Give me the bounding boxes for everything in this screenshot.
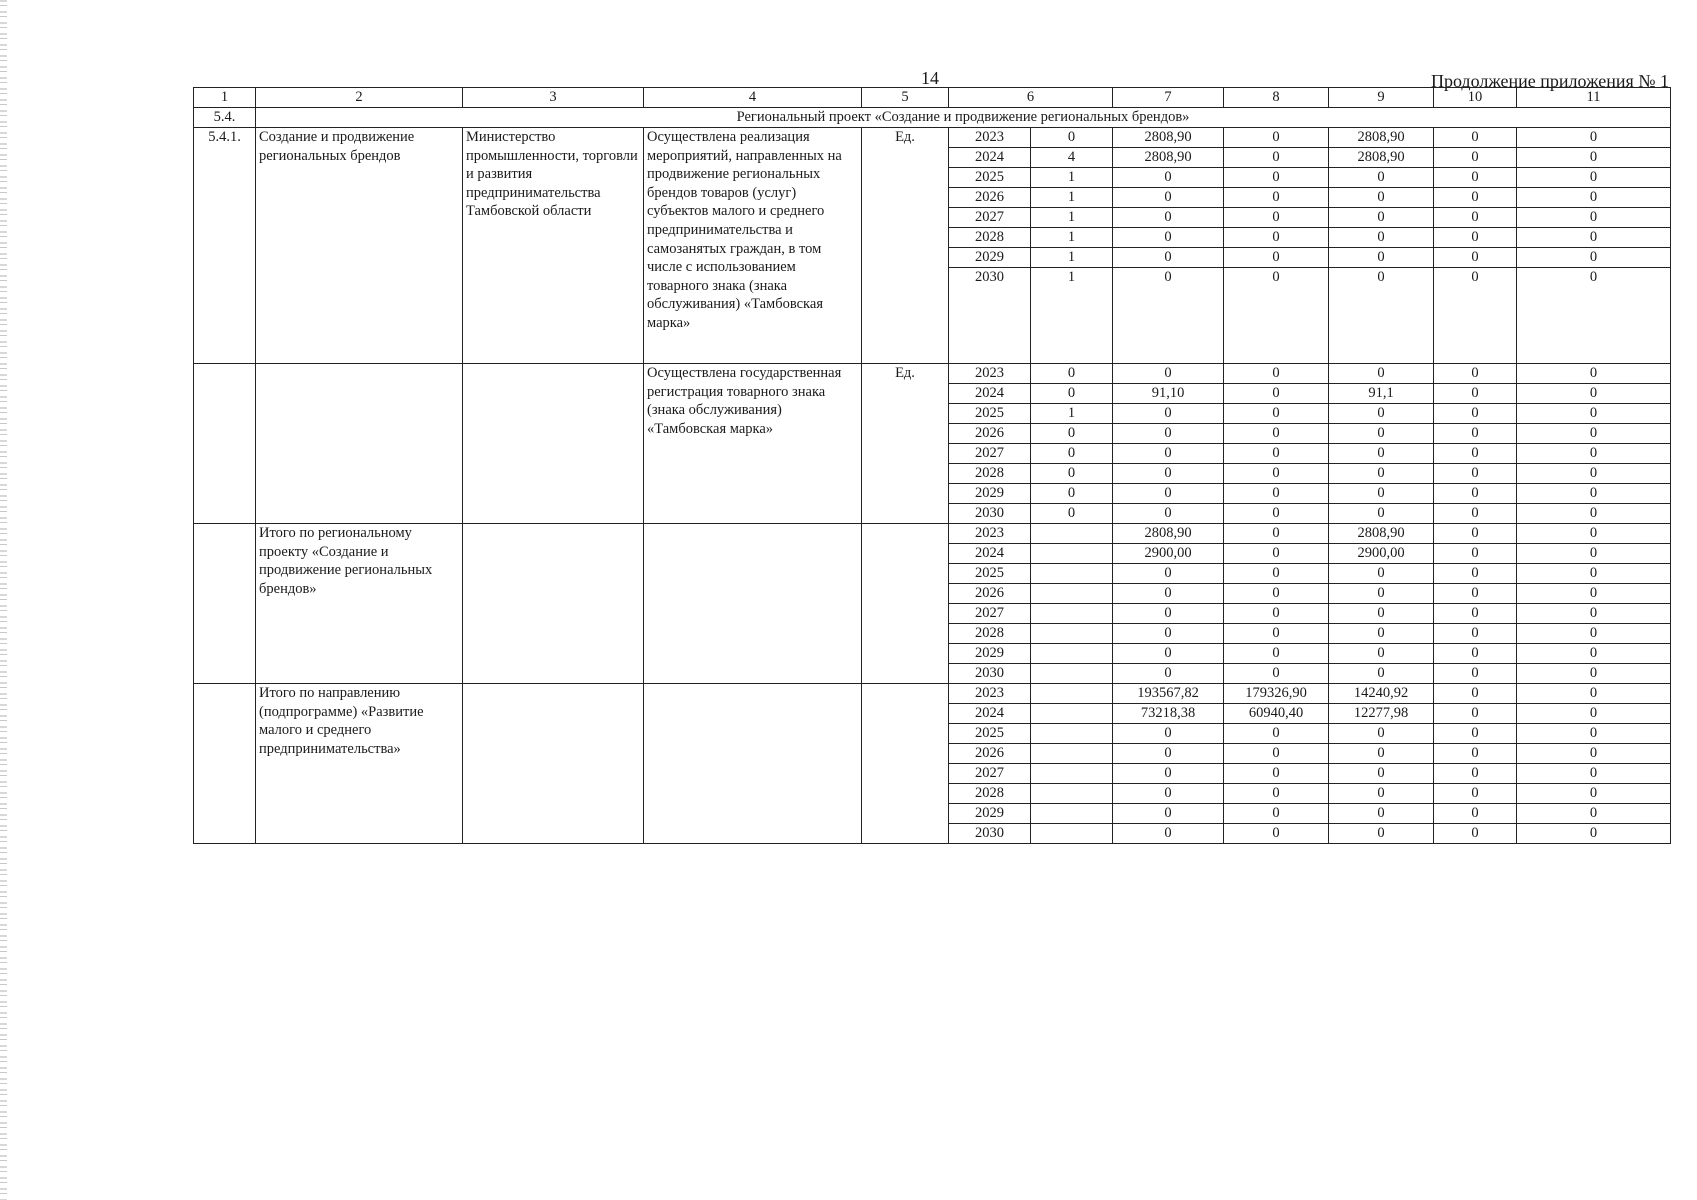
municipal-funding: 0 (1434, 444, 1517, 464)
total-funding: 0 (1113, 424, 1224, 444)
municipal-funding: 0 (1434, 484, 1517, 504)
year-cell: 2027 (949, 444, 1031, 464)
extra-funding: 0 (1517, 208, 1671, 228)
scan-edge-artifact (0, 0, 7, 1200)
indicator-value: 1 (1031, 188, 1113, 208)
extra-funding: 0 (1517, 684, 1671, 704)
indicator-value (1031, 624, 1113, 644)
column-number: 11 (1517, 88, 1671, 108)
total-funding: 2808,90 (1113, 524, 1224, 544)
federal-funding: 0 (1224, 504, 1329, 524)
indicator-value: 0 (1031, 128, 1113, 148)
indicator-value: 0 (1031, 504, 1113, 524)
extra-funding: 0 (1517, 148, 1671, 168)
regional-funding: 0 (1329, 744, 1434, 764)
section-executor (463, 524, 644, 684)
section-name: Итого по направлению (подпрограмме) «Развитие малого и среднего предпринимательства» (256, 684, 463, 844)
total-funding: 0 (1113, 764, 1224, 784)
extra-funding: 0 (1517, 504, 1671, 524)
total-funding: 0 (1113, 228, 1224, 248)
year-cell: 2023 (949, 128, 1031, 148)
indicator-value: 0 (1031, 444, 1113, 464)
extra-funding: 0 (1517, 724, 1671, 744)
total-funding: 0 (1113, 248, 1224, 268)
extra-funding: 0 (1517, 704, 1671, 724)
extra-funding: 0 (1517, 188, 1671, 208)
year-cell: 2027 (949, 764, 1031, 784)
total-funding: 0 (1113, 584, 1224, 604)
indicator-value: 1 (1031, 168, 1113, 188)
federal-funding: 0 (1224, 424, 1329, 444)
total-funding: 0 (1113, 664, 1224, 684)
indicator-value (1031, 784, 1113, 804)
federal-funding: 0 (1224, 248, 1329, 268)
total-funding: 0 (1113, 168, 1224, 188)
municipal-funding: 0 (1434, 604, 1517, 624)
municipal-funding: 0 (1434, 248, 1517, 268)
federal-funding: 0 (1224, 268, 1329, 364)
total-funding: 2808,90 (1113, 148, 1224, 168)
extra-funding: 0 (1517, 444, 1671, 464)
year-cell: 2029 (949, 248, 1031, 268)
extra-funding: 0 (1517, 744, 1671, 764)
municipal-funding: 0 (1434, 704, 1517, 724)
municipal-funding: 0 (1434, 624, 1517, 644)
municipal-funding: 0 (1434, 364, 1517, 384)
federal-funding: 0 (1224, 624, 1329, 644)
extra-funding: 0 (1517, 128, 1671, 148)
column-number: 2 (256, 88, 463, 108)
municipal-funding: 0 (1434, 644, 1517, 664)
federal-funding: 0 (1224, 128, 1329, 148)
indicator-value (1031, 704, 1113, 724)
regional-funding: 0 (1329, 824, 1434, 844)
federal-funding: 0 (1224, 188, 1329, 208)
extra-funding: 0 (1517, 544, 1671, 564)
regional-funding: 0 (1329, 444, 1434, 464)
federal-funding: 0 (1224, 444, 1329, 464)
year-cell: 2027 (949, 604, 1031, 624)
extra-funding: 0 (1517, 804, 1671, 824)
federal-funding: 0 (1224, 484, 1329, 504)
extra-funding: 0 (1517, 824, 1671, 844)
total-funding: 2900,00 (1113, 544, 1224, 564)
federal-funding: 0 (1224, 384, 1329, 404)
total-funding: 0 (1113, 564, 1224, 584)
extra-funding: 0 (1517, 268, 1671, 364)
column-number: 3 (463, 88, 644, 108)
section-unit (862, 524, 949, 684)
year-cell: 2026 (949, 744, 1031, 764)
municipal-funding: 0 (1434, 664, 1517, 684)
total-funding: 0 (1113, 784, 1224, 804)
total-funding: 0 (1113, 724, 1224, 744)
column-number: 8 (1224, 88, 1329, 108)
municipal-funding: 0 (1434, 804, 1517, 824)
extra-funding: 0 (1517, 384, 1671, 404)
municipal-funding: 0 (1434, 824, 1517, 844)
project-row (194, 108, 1671, 128)
year-cell: 2026 (949, 584, 1031, 604)
federal-funding: 0 (1224, 724, 1329, 744)
year-cell: 2024 (949, 704, 1031, 724)
year-cell: 2026 (949, 424, 1031, 444)
regional-funding: 2808,90 (1329, 128, 1434, 148)
municipal-funding: 0 (1434, 724, 1517, 744)
extra-funding: 0 (1517, 784, 1671, 804)
federal-funding: 0 (1224, 804, 1329, 824)
regional-funding: 0 (1329, 764, 1434, 784)
indicator-value (1031, 804, 1113, 824)
federal-funding: 0 (1224, 644, 1329, 664)
indicator-value (1031, 824, 1113, 844)
section-executor: Министерство промышленности, торговли и развития предпринимательства Тамбовской области (463, 128, 644, 364)
appendix-label: Продолжение приложения № 1 (1430, 71, 1669, 91)
regional-funding: 12277,98 (1329, 704, 1434, 724)
year-cell: 2023 (949, 524, 1031, 544)
extra-funding: 0 (1517, 364, 1671, 384)
extra-funding: 0 (1517, 228, 1671, 248)
section-result (644, 524, 862, 684)
regional-funding: 0 (1329, 644, 1434, 664)
total-funding: 2808,90 (1113, 128, 1224, 148)
regional-funding: 0 (1329, 228, 1434, 248)
federal-funding: 0 (1224, 584, 1329, 604)
extra-funding: 0 (1517, 404, 1671, 424)
municipal-funding: 0 (1434, 564, 1517, 584)
year-cell: 2026 (949, 188, 1031, 208)
total-funding: 0 (1113, 268, 1224, 364)
municipal-funding: 0 (1434, 464, 1517, 484)
regional-funding: 2900,00 (1329, 544, 1434, 564)
indicator-value: 1 (1031, 268, 1113, 364)
year-cell: 2025 (949, 564, 1031, 584)
year-cell: 2028 (949, 228, 1031, 248)
total-funding: 0 (1113, 624, 1224, 644)
total-funding: 91,10 (1113, 384, 1224, 404)
total-funding: 0 (1113, 744, 1224, 764)
total-funding: 0 (1113, 464, 1224, 484)
indicator-value: 1 (1031, 248, 1113, 268)
column-number: 7 (1113, 88, 1224, 108)
extra-funding: 0 (1517, 664, 1671, 684)
indicator-value (1031, 544, 1113, 564)
regional-funding: 0 (1329, 364, 1434, 384)
federal-funding: 0 (1224, 664, 1329, 684)
year-cell: 2027 (949, 208, 1031, 228)
federal-funding: 0 (1224, 784, 1329, 804)
column-number: 5 (862, 88, 949, 108)
section-result: Осуществлена реализация мероприятий, направленных на продвижение региональных брендов товаров (услуг) субъектов малого и среднего предпринимательства и самозанятых граждан, в том числе с использованием товарного знака (знака обслуживания) «Тамбовская марка» (644, 128, 862, 364)
indicator-value: 0 (1031, 424, 1113, 444)
municipal-funding: 0 (1434, 744, 1517, 764)
extra-funding: 0 (1517, 464, 1671, 484)
indicator-value (1031, 684, 1113, 704)
total-funding: 0 (1113, 444, 1224, 464)
column-number: 6 (949, 88, 1113, 108)
total-funding: 0 (1113, 404, 1224, 424)
regional-funding: 0 (1329, 268, 1434, 364)
indicator-value (1031, 724, 1113, 744)
section-name (256, 364, 463, 524)
municipal-funding: 0 (1434, 168, 1517, 188)
total-funding: 0 (1113, 644, 1224, 664)
year-cell: 2024 (949, 148, 1031, 168)
year-cell: 2024 (949, 384, 1031, 404)
year-cell: 2023 (949, 364, 1031, 384)
regional-funding: 0 (1329, 504, 1434, 524)
municipal-funding: 0 (1434, 504, 1517, 524)
municipal-funding: 0 (1434, 128, 1517, 148)
column-number: 10 (1434, 88, 1517, 108)
indicator-value (1031, 644, 1113, 664)
indicator-value: 0 (1031, 464, 1113, 484)
extra-funding: 0 (1517, 248, 1671, 268)
indicator-value (1031, 744, 1113, 764)
year-row (194, 524, 1671, 544)
regional-funding: 0 (1329, 248, 1434, 268)
extra-funding: 0 (1517, 484, 1671, 504)
municipal-funding: 0 (1434, 544, 1517, 564)
section-code: 5.4.1. (194, 128, 256, 364)
regional-funding: 2808,90 (1329, 148, 1434, 168)
column-number-row (194, 88, 1671, 108)
extra-funding: 0 (1517, 604, 1671, 624)
regional-funding: 0 (1329, 804, 1434, 824)
regional-funding: 0 (1329, 424, 1434, 444)
project-title: Региональный проект «Создание и продвижение региональных брендов» (256, 108, 1671, 128)
year-cell: 2023 (949, 684, 1031, 704)
extra-funding: 0 (1517, 524, 1671, 544)
regional-funding: 0 (1329, 724, 1434, 744)
section-executor (463, 364, 644, 524)
indicator-value: 0 (1031, 364, 1113, 384)
year-row (194, 684, 1671, 704)
total-funding: 193567,82 (1113, 684, 1224, 704)
indicator-value (1031, 564, 1113, 584)
extra-funding: 0 (1517, 168, 1671, 188)
budget-table (193, 87, 1671, 844)
page-number: 14 (921, 68, 939, 88)
year-row (194, 128, 1671, 148)
municipal-funding: 0 (1434, 404, 1517, 424)
total-funding: 0 (1113, 188, 1224, 208)
total-funding: 0 (1113, 824, 1224, 844)
municipal-funding: 0 (1434, 784, 1517, 804)
municipal-funding: 0 (1434, 384, 1517, 404)
indicator-value (1031, 604, 1113, 624)
total-funding: 73218,38 (1113, 704, 1224, 724)
regional-funding: 0 (1329, 208, 1434, 228)
section-executor (463, 684, 644, 844)
regional-funding: 14240,92 (1329, 684, 1434, 704)
indicator-value: 0 (1031, 484, 1113, 504)
project-code: 5.4. (194, 108, 256, 128)
federal-funding: 0 (1224, 208, 1329, 228)
federal-funding: 0 (1224, 764, 1329, 784)
section-name: Итого по региональному проекту «Создание и продвижение региональных брендов» (256, 524, 463, 684)
regional-funding: 0 (1329, 784, 1434, 804)
year-cell: 2029 (949, 804, 1031, 824)
extra-funding: 0 (1517, 644, 1671, 664)
year-cell: 2030 (949, 824, 1031, 844)
federal-funding: 0 (1224, 148, 1329, 168)
total-funding: 0 (1113, 484, 1224, 504)
section-unit (862, 684, 949, 844)
regional-funding: 0 (1329, 464, 1434, 484)
year-cell: 2024 (949, 544, 1031, 564)
federal-funding: 0 (1224, 168, 1329, 188)
municipal-funding: 0 (1434, 684, 1517, 704)
municipal-funding: 0 (1434, 268, 1517, 364)
indicator-value: 1 (1031, 404, 1113, 424)
total-funding: 0 (1113, 804, 1224, 824)
municipal-funding: 0 (1434, 764, 1517, 784)
year-cell: 2030 (949, 268, 1031, 364)
federal-funding: 0 (1224, 824, 1329, 844)
municipal-funding: 0 (1434, 148, 1517, 168)
indicator-value (1031, 584, 1113, 604)
indicator-value (1031, 764, 1113, 784)
federal-funding: 0 (1224, 404, 1329, 424)
year-cell: 2028 (949, 624, 1031, 644)
year-cell: 2028 (949, 464, 1031, 484)
federal-funding: 0 (1224, 524, 1329, 544)
column-number: 9 (1329, 88, 1434, 108)
regional-funding: 0 (1329, 664, 1434, 684)
federal-funding: 0 (1224, 544, 1329, 564)
municipal-funding: 0 (1434, 228, 1517, 248)
section-code (194, 524, 256, 684)
regional-funding: 0 (1329, 188, 1434, 208)
federal-funding: 0 (1224, 744, 1329, 764)
municipal-funding: 0 (1434, 524, 1517, 544)
indicator-value: 1 (1031, 228, 1113, 248)
year-cell: 2029 (949, 644, 1031, 664)
federal-funding: 60940,40 (1224, 704, 1329, 724)
federal-funding: 0 (1224, 564, 1329, 584)
year-cell: 2025 (949, 168, 1031, 188)
regional-funding: 0 (1329, 604, 1434, 624)
section-code (194, 364, 256, 524)
year-cell: 2029 (949, 484, 1031, 504)
section-unit: Ед. (862, 364, 949, 524)
regional-funding: 0 (1329, 624, 1434, 644)
federal-funding: 0 (1224, 364, 1329, 384)
regional-funding: 0 (1329, 404, 1434, 424)
extra-funding: 0 (1517, 584, 1671, 604)
regional-funding: 0 (1329, 168, 1434, 188)
extra-funding: 0 (1517, 764, 1671, 784)
section-unit: Ед. (862, 128, 949, 364)
section-result: Осуществлена государственная регистрация товарного знака (знака обслуживания) «Тамбовская марка» (644, 364, 862, 524)
total-funding: 0 (1113, 208, 1224, 228)
year-cell: 2025 (949, 404, 1031, 424)
year-cell: 2028 (949, 784, 1031, 804)
regional-funding: 2808,90 (1329, 524, 1434, 544)
indicator-value: 0 (1031, 384, 1113, 404)
year-cell: 2030 (949, 504, 1031, 524)
indicator-value (1031, 664, 1113, 684)
year-row (194, 364, 1671, 384)
municipal-funding: 0 (1434, 208, 1517, 228)
year-cell: 2030 (949, 664, 1031, 684)
federal-funding: 179326,90 (1224, 684, 1329, 704)
extra-funding: 0 (1517, 624, 1671, 644)
regional-funding: 0 (1329, 484, 1434, 504)
municipal-funding: 0 (1434, 424, 1517, 444)
extra-funding: 0 (1517, 564, 1671, 584)
section-name: Создание и продвижение региональных брендов (256, 128, 463, 364)
section-code (194, 684, 256, 844)
year-cell: 2025 (949, 724, 1031, 744)
column-number: 4 (644, 88, 862, 108)
total-funding: 0 (1113, 604, 1224, 624)
regional-funding: 0 (1329, 564, 1434, 584)
indicator-value (1031, 524, 1113, 544)
federal-funding: 0 (1224, 464, 1329, 484)
section-result (644, 684, 862, 844)
federal-funding: 0 (1224, 228, 1329, 248)
federal-funding: 0 (1224, 604, 1329, 624)
budget-table-body (194, 88, 1671, 844)
regional-funding: 91,1 (1329, 384, 1434, 404)
regional-funding: 0 (1329, 584, 1434, 604)
municipal-funding: 0 (1434, 584, 1517, 604)
total-funding: 0 (1113, 364, 1224, 384)
indicator-value: 1 (1031, 208, 1113, 228)
extra-funding: 0 (1517, 424, 1671, 444)
indicator-value: 4 (1031, 148, 1113, 168)
total-funding: 0 (1113, 504, 1224, 524)
column-number: 1 (194, 88, 256, 108)
municipal-funding: 0 (1434, 188, 1517, 208)
